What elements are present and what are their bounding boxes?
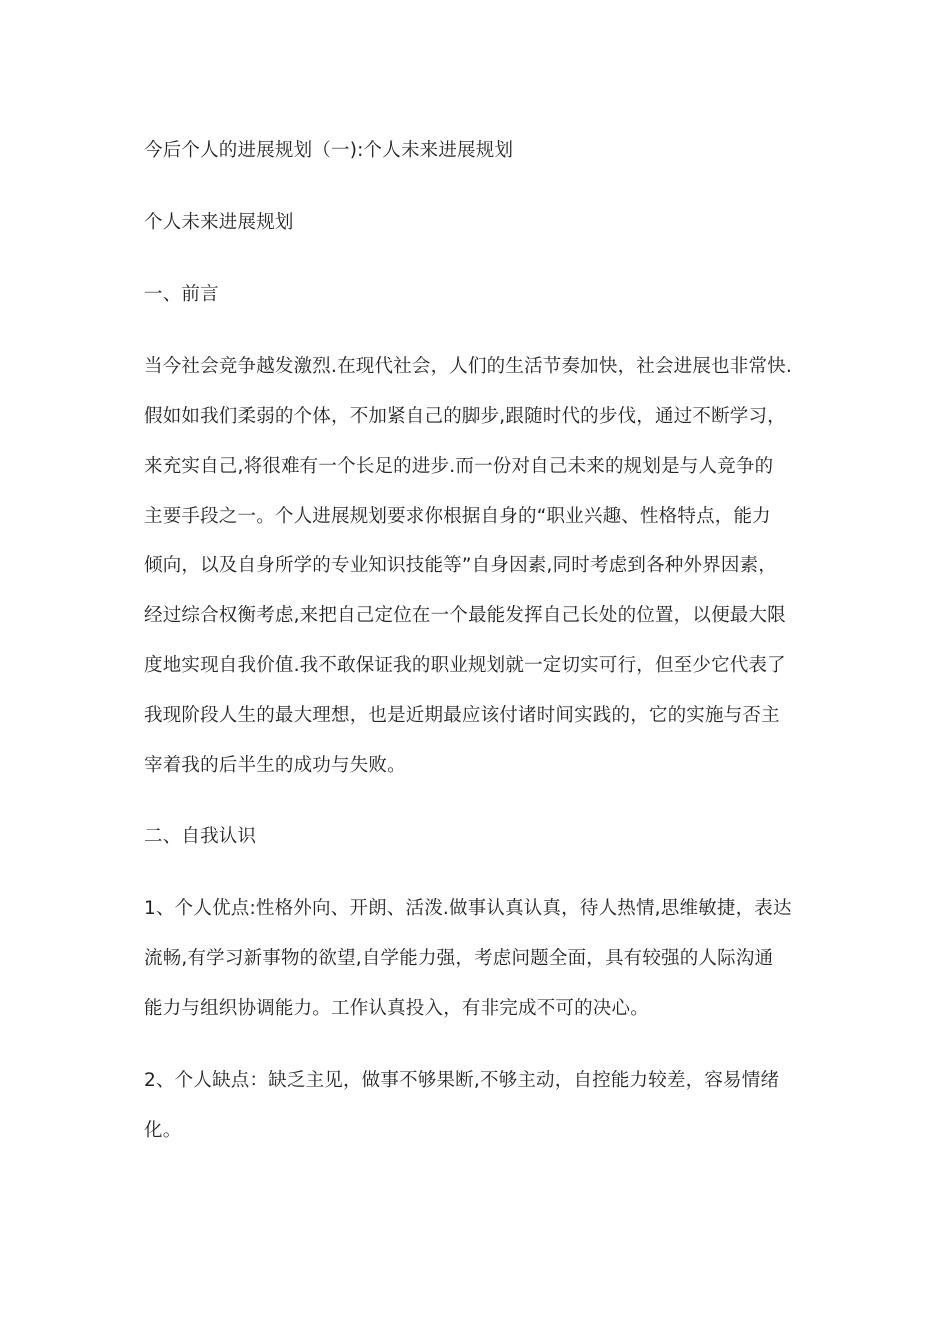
paragraph-line: 假如如我们柔弱的个体，不加紧自己的脚步,跟随时代的步伐，通过不断学习， — [144, 406, 786, 427]
paragraph-line: 来充实自己,将很难有一个长足的进步.而一份对自己未来的规划是与人竞争的 — [144, 456, 774, 477]
paragraph-line: 倾向，以及自身所学的专业知识技能等”自身因素,同时考虑到各种外界因素， — [144, 555, 777, 576]
paragraph-line: 当今社会竞争越发激烈.在现代社会，人们的生活节奏加快，社会进展也非常快. — [144, 356, 792, 377]
paragraph-line: 流畅,有学习新事物的欲望,自学能力强，考虑问题全面，具有较强的人际沟通 — [144, 948, 774, 969]
paragraph-line: 1、个人优点:性格外向、开朗、活泼.做事认真认真，待人热情,思维敏捷，表达 — [144, 898, 792, 919]
paragraph-line: 2、个人缺点：缺乏主见，做事不够果断,不够主动，自控能力较差，容易情绪 — [144, 1070, 780, 1091]
paragraph-line: 能力与组织协调能力。工作认真投入，有非完成不可的决心。 — [144, 998, 649, 1019]
paragraph-line: 经过综合权衡考虑,来把自己定位在一个最能发挥自己长处的位置，以便最大限 — [144, 605, 786, 626]
section-heading-preface: 一、前言 — [144, 284, 219, 305]
document-title: 今后个人的进展规划（一):个人未来进展规划 — [144, 140, 514, 161]
paragraph-line: 宰着我的后半生的成功与失败。 — [144, 755, 406, 776]
section-heading-self-knowledge: 二、自我认识 — [144, 826, 257, 847]
paragraph-line: 化。 — [144, 1120, 182, 1141]
document-subtitle: 个人未来进展规划 — [144, 212, 294, 233]
paragraph-line: 主要手段之一。个人进展规划要求你根据自身的“职业兴趣、性格特点，能力 — [144, 506, 771, 527]
paragraph-line: 我现阶段人生的最大理想，也是近期最应该付诸时间实践的，它的实施与否主 — [144, 705, 780, 726]
paragraph-line: 度地实现自我价值.我不敢保证我的职业规划就一定切实可行，但至少它代表了 — [144, 655, 786, 676]
